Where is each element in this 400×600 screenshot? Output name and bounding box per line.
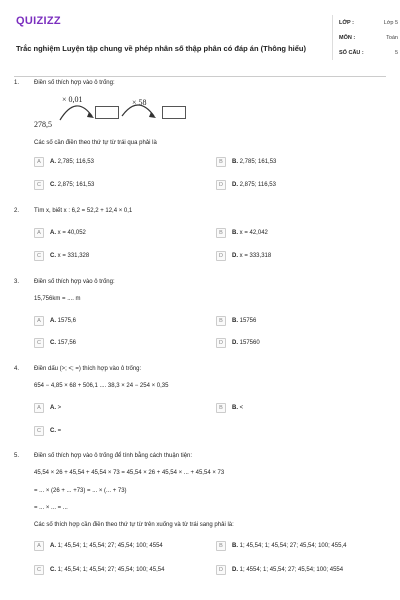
question-number: 3. [14,279,20,285]
question-number: 1. [14,80,20,86]
option-a[interactable] [34,228,86,238]
option-c[interactable] [34,180,94,190]
option-label: C. [50,428,56,434]
operator-1: × 0,01 [62,95,83,104]
option-label: D. [232,567,238,573]
option-b[interactable] [216,541,346,551]
option-b[interactable] [216,228,268,238]
option-value: x = 40,052 [57,230,86,236]
option-letter: B [216,316,226,326]
operator-2: × 58 [132,98,147,107]
option-a[interactable] [34,157,94,167]
option-d[interactable] [216,565,343,575]
worksheet-meta [332,15,400,60]
question-text: Điền dấu (>; <; =) thích hợp vào ô trống: [34,366,142,372]
option-letter: C [34,426,44,436]
option-label: A. [50,318,56,324]
option-c[interactable] [34,251,89,261]
option-letter: C [34,251,44,261]
question-subtext: 654 − 4,85 × 68 + 506,1 .... 38,3 × 24 − 254 × 0,35 [34,383,169,389]
option-value: < [239,405,244,411]
meta-value: Lớp 5 [383,19,398,26]
option-d[interactable] [216,251,271,261]
option-value: 2,875; 161,53 [57,182,95,188]
option-label: A. [50,543,56,549]
option-letter: B [216,541,226,551]
option-label: D. [232,340,238,346]
option-value: 1; 45,54; 1; 45,54; 27; 45,54; 100; 45,54 [57,567,165,573]
question-4 [14,366,386,441]
option-letter: D [216,338,226,348]
option-value: 1; 45,54; 1; 45,54; 27; 45,54; 100; 4554 [57,543,163,549]
option-value: x = 331,328 [57,253,90,259]
option-b[interactable] [216,316,256,326]
option-label: C. [50,253,56,259]
option-label: B. [232,543,238,549]
option-value: 2,785; 116,53 [57,159,94,165]
question-number: 5. [14,453,20,459]
option-value: 2,785; 161,53 [239,159,277,165]
arrow-diagram [34,94,224,134]
question-3 [14,279,386,354]
option-value: 1; 45,54; 1; 45,54; 27; 45,54; 100; 455,4 [239,543,347,549]
option-letter: A [34,228,44,238]
option-value: > [57,405,62,411]
meta-label: MÔN : [339,34,356,41]
question-subtext: Các số cần điền theo thứ tự từ trái qua phải là [34,140,157,146]
option-value: = [57,428,62,434]
question-number: 2. [14,208,20,214]
option-letter: A [34,541,44,551]
option-letter: B [216,228,226,238]
option-b[interactable] [216,157,276,167]
worksheet-title: Trắc nghiệm Luyện tập chung về phép nhân số thập phân có đáp án (Thông hiểu) [16,44,307,53]
question-1 [14,80,386,195]
option-label: A. [50,405,56,411]
option-value: 157560 [239,340,260,346]
option-label: D. [232,182,238,188]
option-label: D. [232,253,238,259]
meta-value: Toán [386,34,398,41]
question-subtext: Các số thích hợp cần điền theo thứ tự từ trên xuống và từ trái sang phải là: [34,522,234,528]
option-label: B. [232,318,238,324]
option-value: 1; 4554; 1; 45,54; 27; 45,54; 100; 4554 [239,567,344,573]
meta-row-count [339,45,400,60]
option-d[interactable] [216,338,260,348]
answer-box-1[interactable] [95,106,119,119]
option-letter: C [34,565,44,575]
option-letter: D [216,251,226,261]
expression-line-1: 45,54 × 26 + 45,54 + 45,54 × 73 = 45,54 × 26 + 45,54 × ... + 45,54 × 73 [34,470,225,476]
meta-label: SỐ CÂU : [339,49,364,56]
option-label: A. [50,230,56,236]
worksheet-header [14,12,398,72]
option-a[interactable] [34,541,163,551]
option-c[interactable] [34,338,76,348]
option-label: A. [50,159,56,165]
option-b[interactable] [216,403,243,413]
option-letter: D [216,180,226,190]
option-value: x = 333,318 [239,253,272,259]
question-text: Tìm x, biết x : 6,2 = 52,2 + 12,4 × 0,1 [34,208,133,214]
answer-box-2[interactable] [162,106,186,119]
question-text: Điền số thích hợp vào ô trống để tính bằng cách thuận tiện: [34,453,193,459]
option-value: x = 42,042 [239,230,268,236]
option-letter: D [216,565,226,575]
option-value: 1575,6 [57,318,77,324]
option-letter: B [216,403,226,413]
option-value: 157,56 [57,340,77,346]
header-divider [14,76,386,77]
option-letter: C [34,338,44,348]
question-text: Điền số thích hợp vào ô trống: [34,80,115,86]
option-a[interactable] [34,403,61,413]
option-d[interactable] [216,180,276,190]
question-text: Điền số thích hợp vào ô trống: [34,279,115,285]
option-c[interactable] [34,565,164,575]
option-label: C. [50,340,56,346]
option-label: B. [232,159,238,165]
option-label: C. [50,567,56,573]
expression-line-3: = ... × ... = ... [34,505,68,511]
option-value: 2,875; 116,53 [239,182,276,188]
question-5 [14,453,386,578]
option-label: B. [232,230,238,236]
option-a[interactable] [34,316,76,326]
meta-value: 5 [394,49,398,56]
option-value: 15756 [239,318,257,324]
option-c[interactable] [34,426,61,436]
meta-row-subject [339,30,400,45]
option-letter: A [34,157,44,167]
question-number: 4. [14,366,20,372]
question-2 [14,208,386,268]
option-letter: C [34,180,44,190]
meta-label: LỚP : [339,19,354,26]
option-label: B. [232,405,238,411]
option-letter: A [34,316,44,326]
expression-line-2: = ... × (26 + ... +73) = ... × (... + 73) [34,488,127,494]
meta-row-grade [339,15,400,30]
option-letter: A [34,403,44,413]
question-subtext: 15,756km = .... m [34,296,81,302]
quizizz-logo: QUIZIZZ [16,15,61,27]
option-label: C. [50,182,56,188]
option-letter: B [216,157,226,167]
start-number: 278,5 [34,120,52,129]
